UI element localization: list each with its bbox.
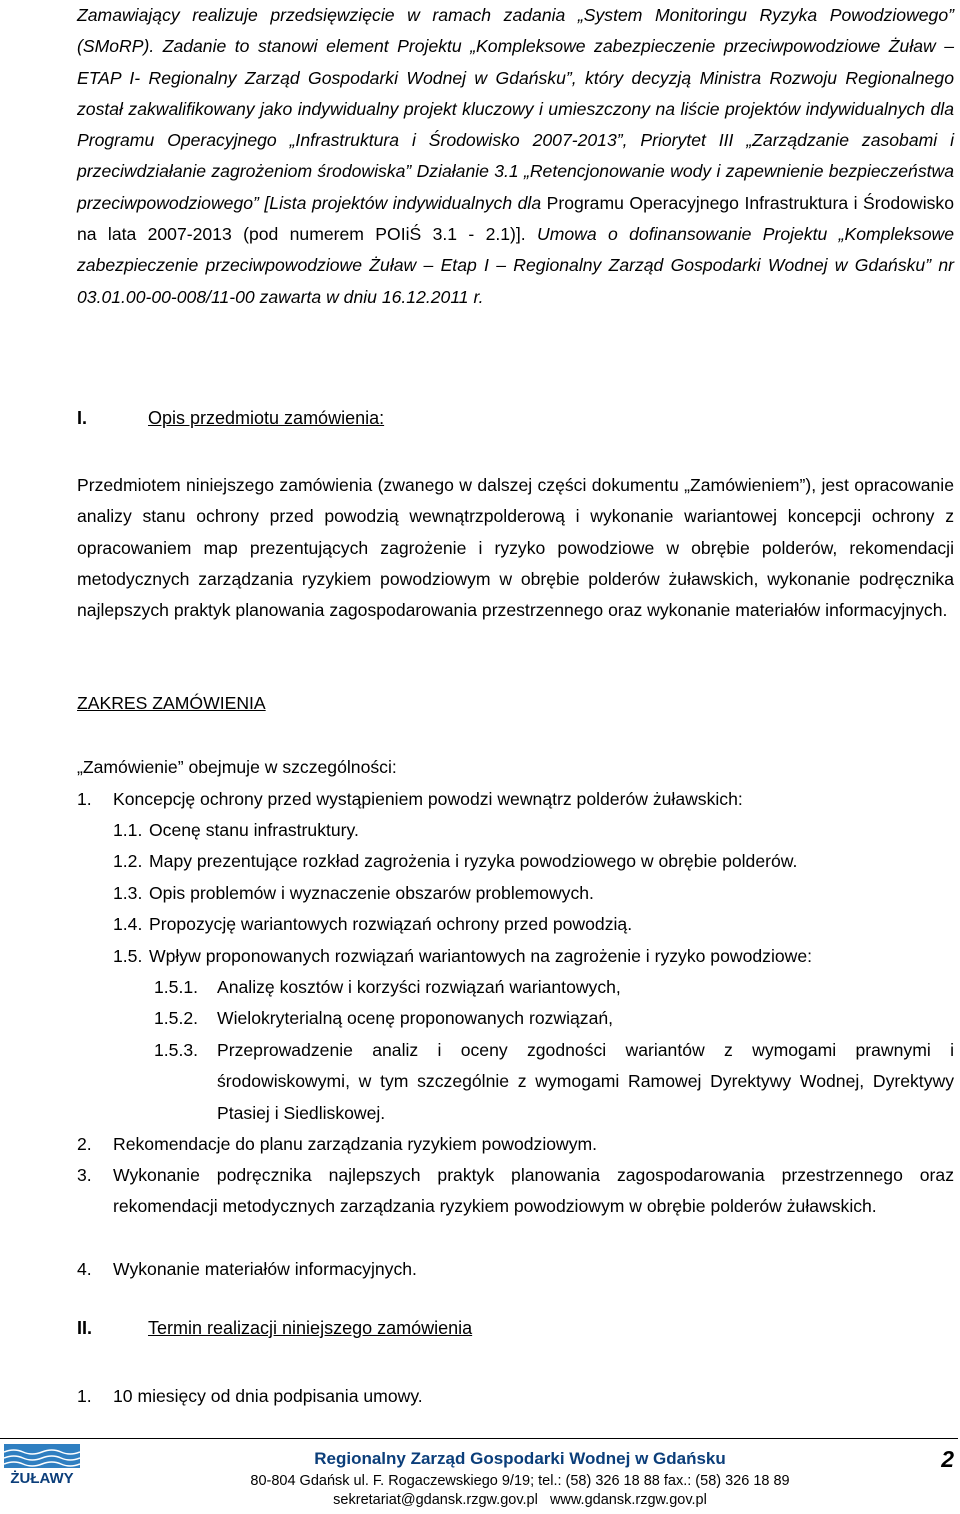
list-item <box>77 1381 423 1412</box>
list-item-number: 1.2. <box>113 851 143 871</box>
list-item-text: Ocenę stanu infrastruktury. <box>149 820 359 840</box>
list-item-number: 1. <box>77 1386 92 1406</box>
list-item-number: 1.1. <box>113 820 143 840</box>
footer-divider <box>0 1438 958 1439</box>
zakres-heading: ZAKRES ZAMÓWIENIA <box>77 693 266 713</box>
list-item <box>77 1129 597 1160</box>
zulawy-logo-icon <box>4 1444 80 1486</box>
list-item <box>154 1003 613 1034</box>
list-item-number: 1.5. <box>113 946 143 966</box>
section-2-title: Termin realizacji niniejszego zamówienia <box>148 1318 473 1338</box>
zakres-lead: „Zamówienie” obejmuje w szczególności: <box>77 757 397 777</box>
footer-title: Regionalny Zarząd Gospodarki Wodnej w Gdańsku <box>314 1449 726 1468</box>
list-item <box>113 815 359 846</box>
section-1-title: Opis przedmiotu zamówienia: <box>148 408 385 428</box>
list-item-text: Wykonanie materiałów informacyjnych. <box>113 1259 417 1279</box>
list-item-text: Wielokryterialną ocenę proponowanych rozwiązań, <box>217 1008 614 1028</box>
list-item-number-row <box>77 1160 92 1191</box>
section-1-number: I. <box>77 408 88 428</box>
list-item <box>154 972 621 1003</box>
list-item <box>113 909 632 940</box>
list-item-text: Analizę kosztów i korzyści rozwiązań wariantowych, <box>217 977 621 997</box>
list-item-number: 1.3. <box>113 883 143 903</box>
list-item-text: Mapy prezentujące rozkład zagrożenia i ryzyka powodziowego w obrębie polderów. <box>149 851 798 871</box>
list-item-number: 1.5.2. <box>154 1008 199 1028</box>
section-1-heading <box>77 408 384 429</box>
list-item <box>113 878 594 909</box>
list-item-text: Opis problemów i wyznaczenie obszarów problemowych. <box>149 883 594 903</box>
intro-upright-text: Programu Operacyjnego Infrastruktura i Środowisko na lata 2007-2013 (pod numerem POIiŚ 3.1 - 2.1)]. <box>77 192 954 245</box>
footer-website: www.gdansk.rzgw.gov.pl <box>549 1492 707 1508</box>
list-item-number: 1.5.1. <box>154 977 199 997</box>
list-item-number: 3. <box>77 1165 92 1185</box>
list-item-text: Propozycję wariantowych rozwiązań ochrony przed powodzią. <box>149 914 633 934</box>
intro-italic-text: Zamawiający realizuje przedsięwzięcie w ramach zadania „System Monitoringu Ryzyka Powodziowego” (SMoRP). Zadanie to stanowi element Projektu „Kompleksowe zabezpieczenie przeciwpowodziowe Żuław – ETAP I- Regionalny Zarząd Gospodarki Wodnej w Gdańsku”, który decyzją Ministra Rozwoju Regionalnego został zakwalifikowany jako indywidualny projekt kluczowy i umieszczony na liście projektów indywidualnych dla Programu Operacyjnego „Infrastruktura i Środowisko 2007-2013”, Priorytet III „Zarządzanie zasobami i przeciwdziałanie zagrożeniom środowiska” Działanie 3.1 „Retencjonowanie wody i zapewnienie bezpieczeństwa przeciwpowodziowego” [Lista projektów indywidualnych dla <box>77 5 954 213</box>
logo-text: ŻUŁAWY <box>10 1470 74 1486</box>
section-2-heading <box>77 1318 472 1339</box>
list-item <box>77 1254 417 1285</box>
list-item <box>113 846 797 877</box>
footer-contacts <box>200 1491 840 1509</box>
list-item-number: 1.4. <box>113 914 143 934</box>
list-item-number: 1.5.3. <box>154 1040 199 1060</box>
list-item-text: Koncepcję ochrony przed wystąpieniem powodzi wewnątrz polderów żuławskich: <box>113 789 743 809</box>
list-item-text: Przeprowadzenie analiz i oceny zgodności wariantów z wymogami prawnymi i środowiskowymi, w tym szczególnie z wymogami Ramowej Dyrektywy Wodnej, Dyrektywy Ptasiej i Siedliskowej. <box>217 1040 954 1123</box>
section-1-paragraph: Przedmiotem niniejszego zamówienia (zwanego w dalszej części dokumentu „Zamówieniem”), jest opracowanie analizy stanu ochrony przed powodzią wewnątrzpolderową i wykonanie wariantowej koncepcji ochrony z opracowaniem map prezentujących zagrożenie i ryzyko powodziowe w obrębie polderów, rekomendacji metodycznych zarządzania ryzykiem powodziowym w obrębie polderów żuławskich, wykonanie podręcznika najlepszych praktyk planowania zagospodarowania przestrzennego oraz wykonanie materiałów informacyjnych. <box>77 475 954 621</box>
list-item-number: 1. <box>77 789 92 809</box>
document-page <box>77 0 955 1406</box>
footer-address: 80-804 Gdańsk ul. F. Rogaczewskiego 9/19; tel.: (58) 326 18 88 fax.: (58) 326 18 89 <box>250 1473 790 1489</box>
page-number: 2 <box>941 1446 954 1472</box>
list-item-text: Wpływ proponowanych rozwiązań wariantowych na zagrożenie i ryzyko powodziowe: <box>149 946 813 966</box>
list-item <box>77 784 743 815</box>
list-item-text: Rekomendacje do planu zarządzania ryzykiem powodziowym. <box>113 1134 598 1154</box>
section-2-number: II. <box>77 1318 93 1338</box>
list-item-number-row <box>154 1035 198 1066</box>
list-item <box>113 941 812 972</box>
intro-italic-end: Umowa o dofinansowanie Projektu „Kompleksowe zabezpieczenie przeciwpowodziowe Żuław – Etap I – Regionalny Zarząd Gospodarki Wodnej w Gdańsku” nr 03.01.00-00-008/11-00 zawarta w dniu 16.12.2011 r. <box>77 224 955 307</box>
list-item-text: 10 miesięcy od dnia podpisania umowy. <box>113 1386 423 1406</box>
list-item-text: Wykonanie podręcznika najlepszych praktyk planowania zagospodarowania przestrzennego oraz rekomendacji metodycznych zarządzania ryzykiem powodziowym w obrębie polderów żuławskich. <box>113 1165 954 1217</box>
intro-paragraph <box>77 0 954 313</box>
list-item-number: 2. <box>77 1134 92 1154</box>
footer-email: sekretariat@gdansk.rzgw.gov.pl <box>333 1492 538 1508</box>
list-item-number: 4. <box>77 1259 92 1279</box>
